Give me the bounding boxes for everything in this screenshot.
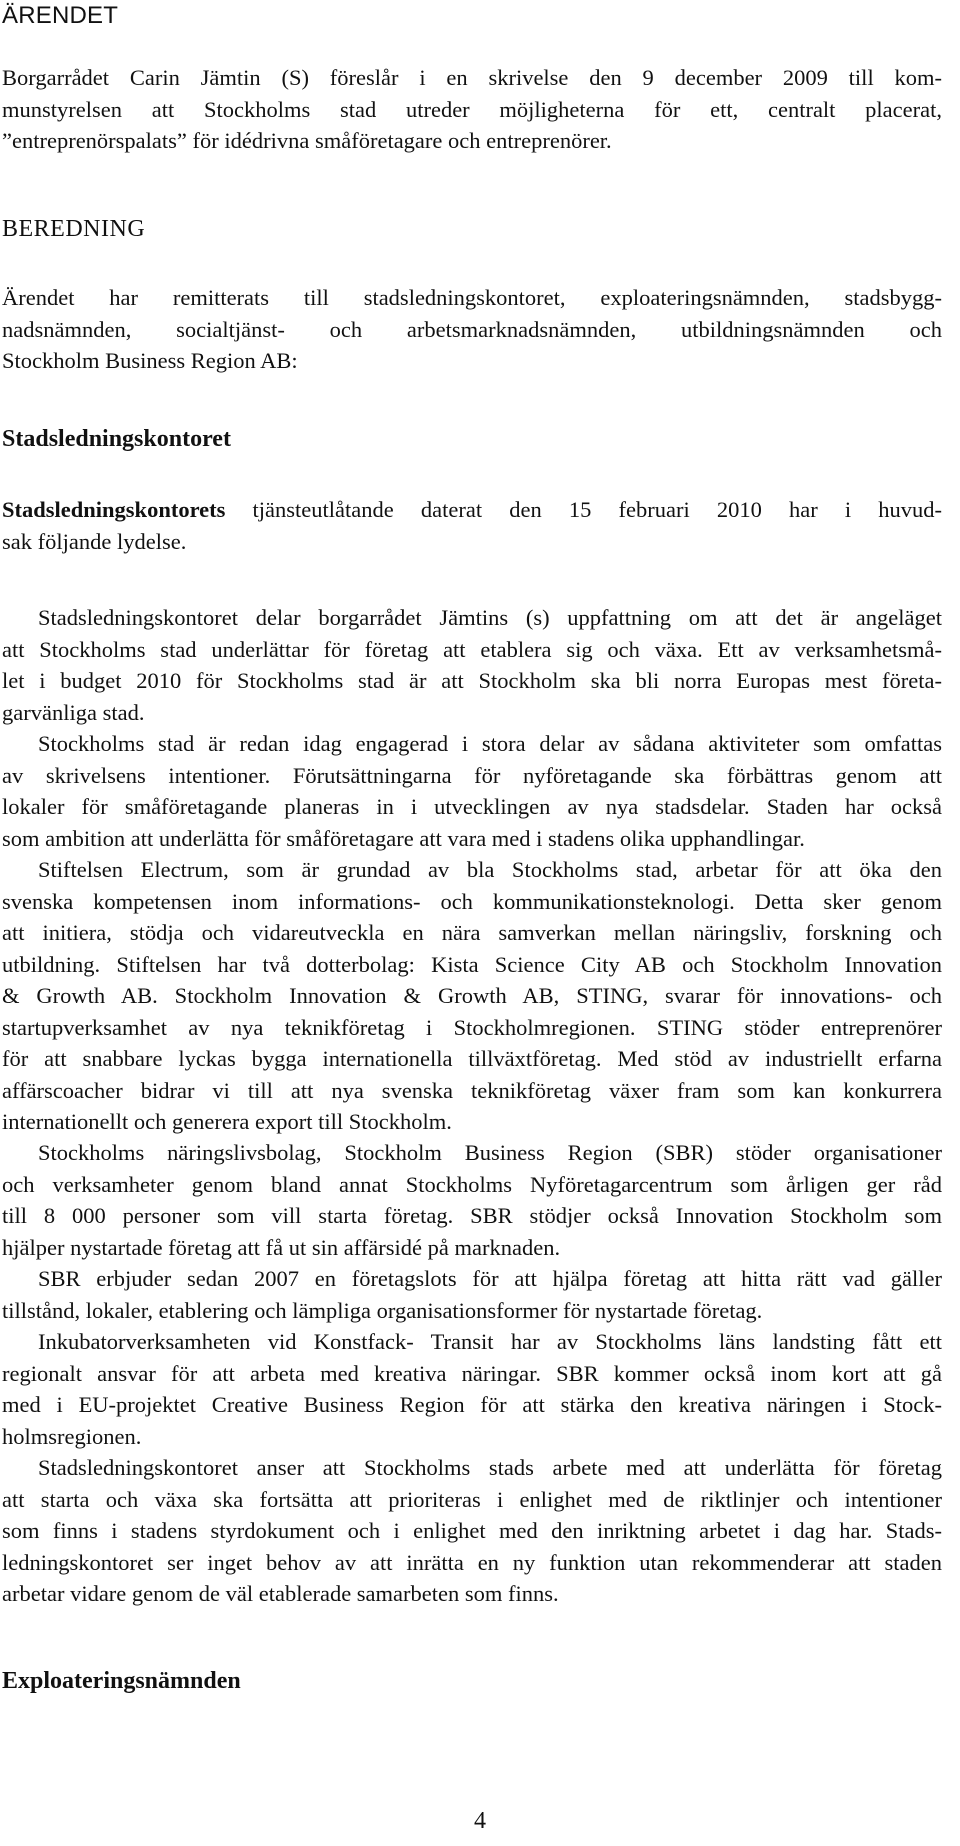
text-line: Stockholms näringslivsbolag, Stockholm Business Region (SBR) stöder organisationer — [38, 1140, 942, 1165]
text-line — [2, 494, 942, 526]
text-line: Stadsledningskontoret anser att Stockholms stads arbete med att underlätta för företag — [38, 1455, 942, 1480]
text-line: holmsregionen. — [2, 1423, 142, 1449]
section-heading-arendet: ÄRENDET — [2, 2, 119, 29]
beredning-paragraph — [2, 282, 942, 377]
text-line: & Growth AB. Stockholm Innovation & Growth AB, STING, svarar för innovations- och — [2, 983, 942, 1008]
text-line: som finns i stadens styrdokument och i enlighet med den inriktning arbetet i dag har. Stads- — [2, 1518, 942, 1543]
statement-paragraph-7 — [2, 1452, 942, 1610]
text-line: Borgarrådet Carin Jämtin (S) föreslår i en skrivelse den 9 december 2009 till kom- — [2, 65, 942, 90]
text-line: Stockholms stad är redan idag engagerad i stora delar av sådana aktiviteter som omfattas — [38, 731, 942, 756]
text-line: av skrivelsens intentioner. Förutsättningarna för nyföretagande ska förbättras genom att — [2, 762, 942, 788]
intro-paragraph — [2, 494, 942, 557]
text-line: Inkubatorverksamheten vid Konstfack- Transit har av Stockholms läns landsting fått ett — [38, 1329, 942, 1354]
statement-paragraph-2 — [2, 728, 942, 854]
text-line: Stiftelsen Electrum, som är grundad av bla Stockholms stad, arbetar för att öka den — [38, 857, 942, 882]
text-line: startupverksamhet av nya teknikföretag i Stockholmregionen. STING stöder entreprenörer — [2, 1014, 942, 1040]
arendet-paragraph — [2, 62, 942, 157]
text-line: och verksamheter genom bland annat Stockholms Nyföretagarcentrum som årligen ger råd — [2, 1171, 942, 1197]
page-number: 4 — [474, 1808, 486, 1834]
section-heading-beredning: BEREDNING — [2, 216, 146, 242]
intro-line-rest: tjänsteutlåtande daterat den 15 februari 2010 har i huvud- — [225, 497, 942, 522]
statement-paragraph-5 — [2, 1263, 942, 1326]
statement-paragraph-3 — [2, 854, 942, 1138]
text-line: med i EU-projektet Creative Business Region för att stärka den kreativa näringen i Stock- — [2, 1392, 942, 1417]
subsection-heading-stadsledningskontoret: Stadsledningskontoret — [2, 426, 231, 452]
text-line: tillstånd, lokaler, etablering och lämpliga organisationsformer för nystartade företag. — [2, 1297, 763, 1323]
text-line: SBR erbjuder sedan 2007 en företagslots för att hjälpa företag att hitta rätt vad gäller — [38, 1266, 942, 1291]
text-line: munstyrelsen att Stockholms stad utreder möjligheterna för ett, centralt placerat, — [2, 96, 942, 122]
text-line: affärscoacher bidrar vi till att nya svenska teknikföretag växer fram som kan konkurrera — [2, 1077, 942, 1103]
text-line: till 8 000 personer som vill starta företag. SBR stödjer också Innovation Stockholm som — [2, 1203, 942, 1228]
text-line: ledningskontoret ser inget behov av att inrätta en ny funktion utan rekommenderar att staden — [2, 1549, 942, 1575]
text-line: arbetar vidare genom de väl etablerade samarbeten som finns. — [2, 1581, 559, 1606]
text-line: att starta och växa ska fortsätta att prioriteras i enlighet med de riktlinjer och intentioner — [2, 1486, 942, 1512]
statement-paragraph-4 — [2, 1137, 942, 1263]
text-line: att Stockholms stad underlättar för företag att etablera sig och växa. Ett av verksamhetsmå- — [2, 636, 942, 662]
text-line: som ambition att underlätta för småföretagare att vara med i stadens olika upphandlingar. — [2, 825, 805, 851]
text-line: svenska kompetensen inom informations- och kommunikationsteknologi. Detta sker genom — [2, 888, 942, 914]
text-line: att initiera, stödja och vidareutveckla en nära samverkan mellan näringsliv, forskning och — [2, 920, 942, 945]
text-line: garvänliga stad. — [2, 699, 145, 725]
text-line: ”entreprenörspalats” för idédrivna småföretagare och entreprenörer. — [2, 128, 612, 153]
text-line: utbildning. Stiftelsen har två dotterbolag: Kista Science City AB och Stockholm Innovation — [2, 951, 942, 977]
text-line: Ärendet har remitterats till stadsledningskontoret, exploateringsnämnden, stadsbygg- — [2, 285, 942, 310]
text-line: internationellt och generera export till Stockholm. — [2, 1109, 452, 1134]
text-line: hjälper nystartade företag att få ut sin affärsidé på marknaden. — [2, 1234, 561, 1260]
text-line: för att snabbare lyckas bygga internationella tillväxtföretag. Med stöd av industriellt erfarna — [2, 1046, 942, 1071]
section-heading-exploateringsnamnden: Exploateringsnämnden — [2, 1668, 241, 1694]
statement-paragraph-1 — [2, 602, 942, 728]
text-line: Stadsledningskontoret delar borgarrådet Jämtins (s) uppfattning om att det är angeläget — [38, 605, 942, 630]
text-line: let i budget 2010 för Stockholms stad är att Stockholm ska bli norra Europas mest företa- — [2, 668, 942, 693]
text-line: nadsnämnden, socialtjänst- och arbetsmarknadsnämnden, utbildningsnämnden och — [2, 316, 942, 342]
statement-paragraph-6 — [2, 1326, 942, 1452]
text-line: lokaler för småföretagande planeras in i utvecklingen av nya stadsdelar. Staden har också — [2, 794, 942, 819]
text-line: regionalt ansvar för att arbeta med kreativa näringar. SBR kommer också inom kort att gå — [2, 1360, 942, 1386]
bold-office-name: Stadsledningskontorets — [2, 497, 226, 522]
text-line: sak följande lydelse. — [2, 528, 187, 554]
text-line: Stockholm Business Region AB: — [2, 348, 298, 373]
